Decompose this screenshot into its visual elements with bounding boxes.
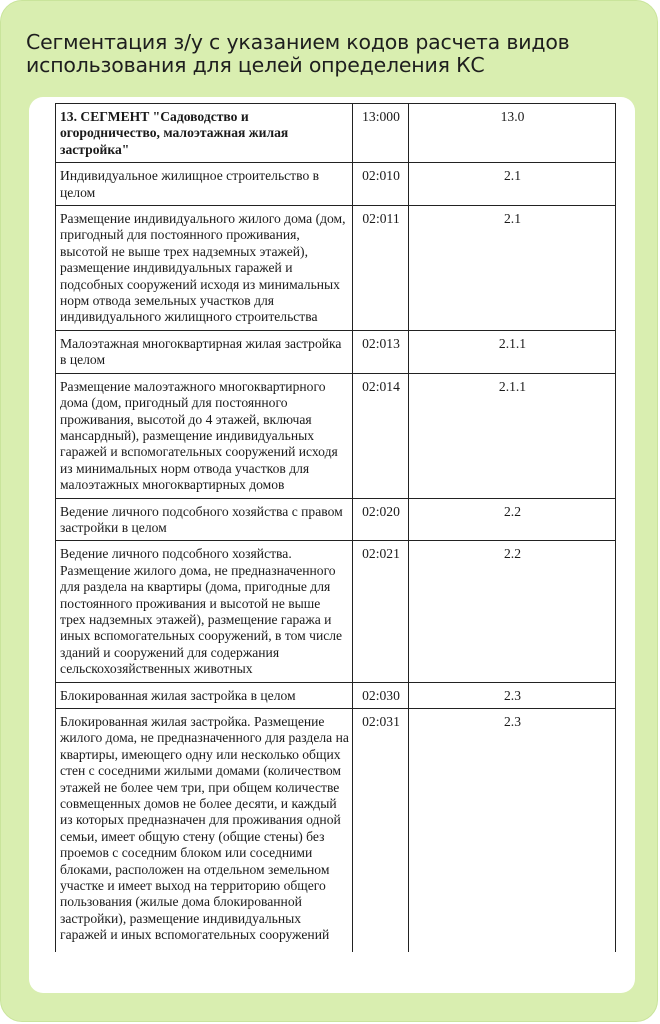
row-description: Малоэтажная многоквартирная жилая застройка в целом xyxy=(56,330,353,373)
table-row xyxy=(56,498,616,541)
row-description: Блокированная жилая застройка в целом xyxy=(56,682,353,708)
row-classifier: 13.0 xyxy=(409,104,616,163)
table-row xyxy=(56,709,616,953)
page-title: Сегментация з/у с указанием кодов расчета видов использования для целей определения КС xyxy=(26,30,570,77)
row-code: 02:010 xyxy=(353,163,409,206)
row-code: 02:031 xyxy=(353,709,409,953)
row-description: 13. СЕГМЕНТ "Садоводство и огородничество, малоэтажная жилая застройка" xyxy=(56,104,353,163)
row-description: Индивидуальное жилищное строительство в целом xyxy=(56,163,353,206)
row-description: Размещение индивидуального жилого дома (дом, пригодный для постоянного проживания, высотой не выше трех надземных этажей), размещение индивидуальных гаражей и подсобных сооружений исходя из минимальных норм отвода земельных участков для индивидуального жилищного строительства xyxy=(56,206,353,331)
table-row xyxy=(56,330,616,373)
row-classifier: 2.3 xyxy=(409,709,616,953)
row-classifier: 2.3 xyxy=(409,682,616,708)
row-code: 02:021 xyxy=(353,541,409,682)
row-description: Ведение личного подсобного хозяйства. Размещение жилого дома, не предназначенного для раздела на квартиры (дома, пригодные для постоянного проживания и высотой не выше трех надземных этажей), размещение гаража и иных вспомогательных сооружений, в том числе зданий и сооружений для содержания сельскохозяйственных животных xyxy=(56,541,353,682)
table-row xyxy=(56,541,616,682)
row-description: Ведение личного подсобного хозяйства с правом застройки в целом xyxy=(56,498,353,541)
row-description: Размещение малоэтажного многоквартирного дома (дом, пригодный для постоянного проживания, высотой до 4 этажей, включая мансардный), размещение индивидуальных гаражей и вспомогательных сооружений исходя из минимальных норм отвода участков для малоэтажных многоквартирных домов xyxy=(56,373,353,498)
row-code: 13:000 xyxy=(353,104,409,163)
row-code: 02:020 xyxy=(353,498,409,541)
row-classifier: 2.1 xyxy=(409,163,616,206)
row-classifier: 2.2 xyxy=(409,498,616,541)
table-row xyxy=(56,206,616,331)
row-classifier: 2.2 xyxy=(409,541,616,682)
row-classifier: 2.1.1 xyxy=(409,373,616,498)
table-row xyxy=(56,682,616,708)
row-classifier: 2.1.1 xyxy=(409,330,616,373)
row-classifier: 2.1 xyxy=(409,206,616,331)
table-row xyxy=(56,104,616,163)
row-description: Блокированная жилая застройка. Размещение жилого дома, не предназначенного для раздела на квартиры, имеющего одну или несколько общих стен с соседними жилыми домами (количеством этажей не более чем три, при общем количестве совмещенных домов не более десяти, и каждый из которых предназначен для проживания одной семьи, имеет общую стену (общие стены) без проемов с соседним блоком или соседними блоками, расположен на отдельном земельном участке и имеет выход на территорию общего пользования (жилые дома блокированной застройки), размещение индивидуальных гаражей и иных вспомогательных сооружений xyxy=(56,709,353,953)
row-code: 02:013 xyxy=(353,330,409,373)
row-code: 02:014 xyxy=(353,373,409,498)
segment-table xyxy=(55,103,616,952)
table-row xyxy=(56,163,616,206)
document-card xyxy=(29,97,635,993)
row-code: 02:011 xyxy=(353,206,409,331)
table-row xyxy=(56,373,616,498)
row-code: 02:030 xyxy=(353,682,409,708)
